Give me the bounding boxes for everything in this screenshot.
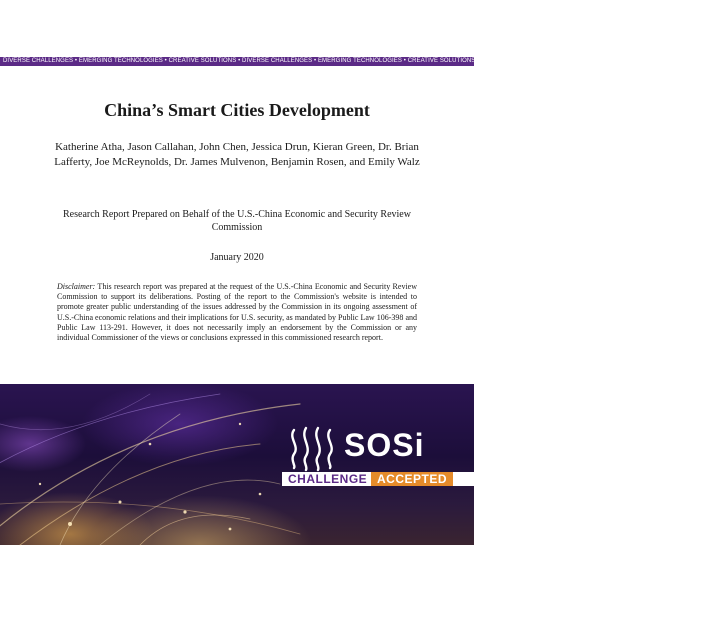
disclaimer-label: Disclaimer: <box>57 282 96 291</box>
tagline-accepted: ACCEPTED <box>371 472 453 486</box>
report-date: January 2020 <box>210 252 264 263</box>
sosi-logo-icon <box>286 424 338 472</box>
top-banner <box>0 57 714 66</box>
network-lines <box>0 384 474 545</box>
disclaimer <box>57 282 417 343</box>
report-title: China’s Smart Cities Development <box>104 100 370 120</box>
sosi-logo-text: SOSi <box>344 427 425 463</box>
cover-image <box>0 384 474 545</box>
report-subtitle: Research Report Prepared on Behalf of the U.S.-China Economic and Security Review Commission <box>63 209 411 233</box>
tagline-bar <box>282 472 474 486</box>
author-list: Katherine Atha, Jason Callahan, John Chen, Jessica Drun, Kieran Green, Dr. Brian Lafferty, Joe McReynolds, Dr. James Mulvenon, Benjamin Rosen, and Emily Walz <box>54 141 420 168</box>
disclaimer-text: This research report was prepared at the request of the U.S.-China Economic and Security Review Commission to support its deliberations. Posting of the report to the Commission's website is intended to promote greater public understanding of the issues addressed by the Commission in its ongoing assessment of U.S.-China economic relations and their implications for U.S. security, as mandated by Public Law 106-398 and Public Law 113-291. However, it does not necessarily imply an endorsement by the Commission or any individual Commissioner of the views or conclusions expressed in this commissioned research report. <box>57 282 417 343</box>
tagline-challenge: CHALLENGE <box>288 472 371 486</box>
banner-text: DIVERSE CHALLENGES • EMERGING TECHNOLOGIES • CREATIVE SOLUTIONS • DIVERSE CHALLENGES • EMERGING TECHNOLOGIES • CREATIVE SOLUTIONS • DIVERSE CHALLENGES • EMERGING TECHNOLOGIES • CREATIVE SOLUTIONS <box>3 58 714 64</box>
